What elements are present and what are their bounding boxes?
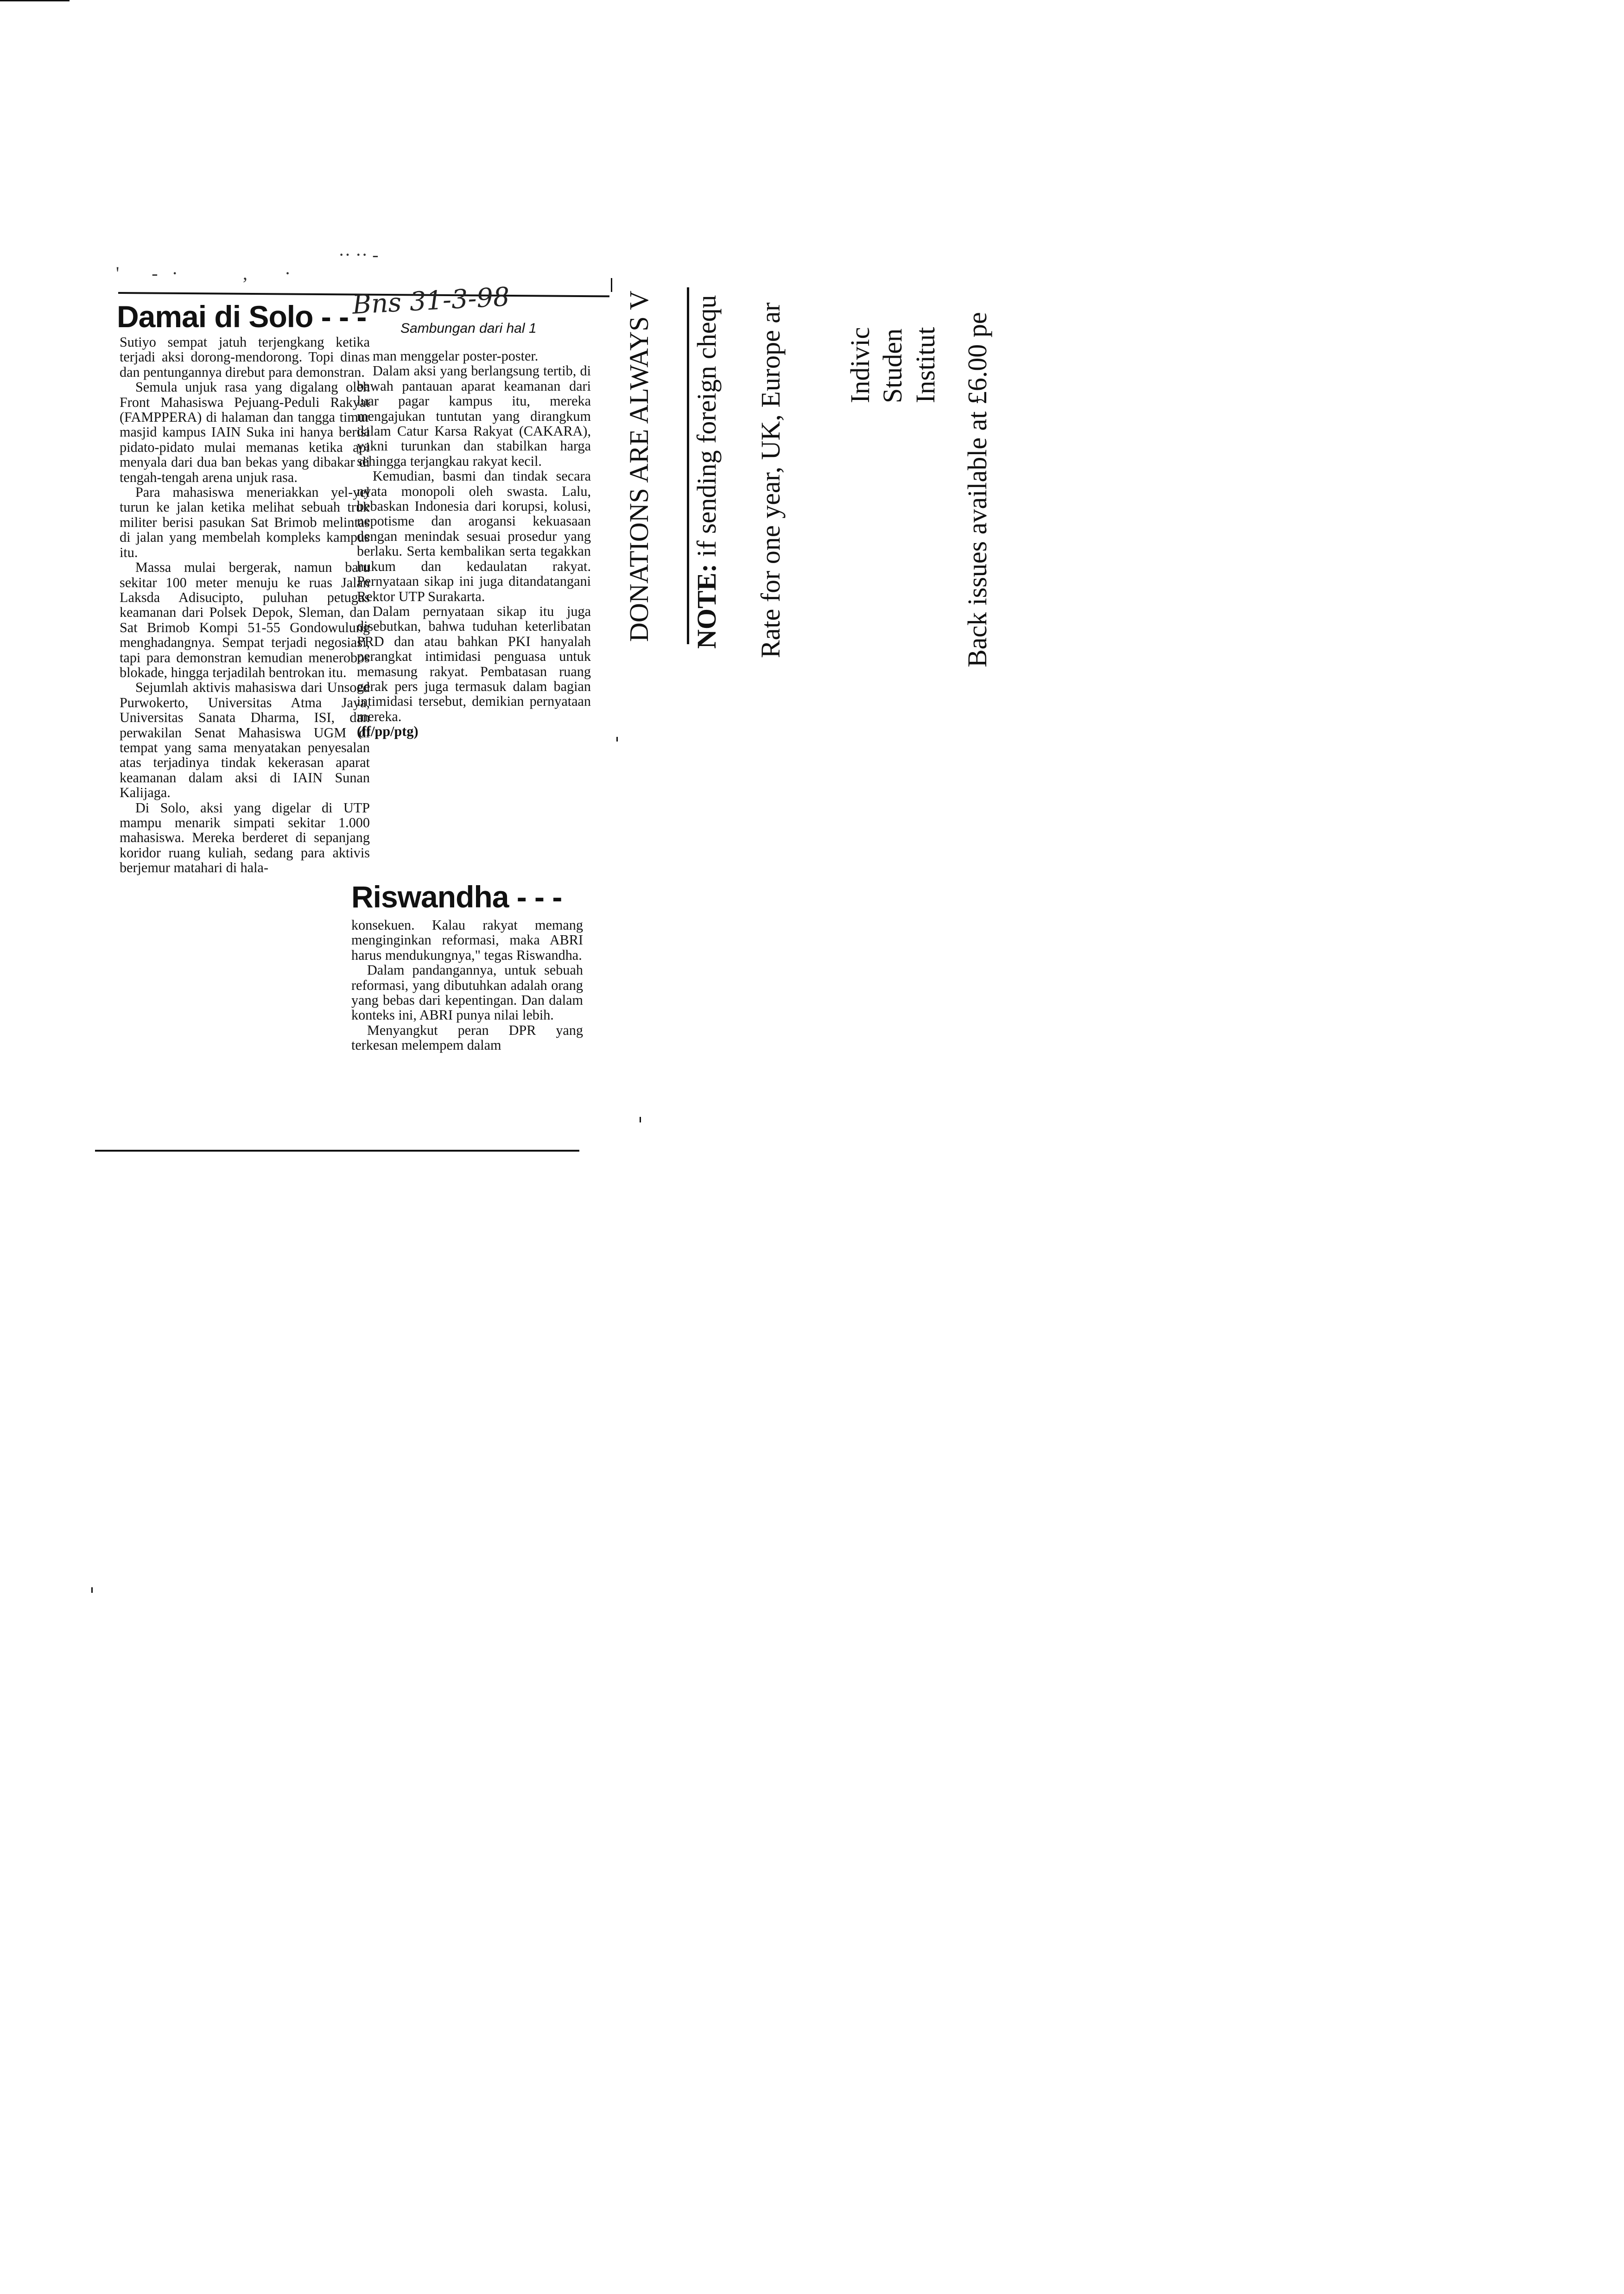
stray-mark	[91, 1587, 93, 1593]
stray-mark	[616, 737, 618, 741]
headline-damai-di-solo: Damai di Solo - - -	[117, 299, 367, 334]
paragraph: Menyangkut peran DPR yang terkesan melempem dalam	[351, 1022, 583, 1053]
paragraph: Dalam pernyataan sikap itu juga disebutkan, bahwa tuduhan keterlibatan PRD dan atau bahkan PKI hanyalah perangkat intimidasi penguasa untuk memasung rakyat. Pembatasan ruang gerak pers juga termasuk dalam bagian intimidasi tersebut, demikian pernyataan mereka.	[357, 603, 591, 724]
byline	[357, 724, 591, 739]
side-text-donations: DONATIONS ARE ALWAYS V	[624, 291, 654, 642]
paragraph: Sutiyo sempat jatuh terjengkang ketika terjadi aksi dorong-mendorong. Topi dinas dan pentungannya direbut para demonstran.	[120, 334, 370, 380]
side-text-rate: Rate for one year, UK, Europe ar	[755, 302, 786, 658]
top-rule-tick	[611, 278, 612, 292]
clipping-bottom-rule	[95, 1150, 579, 1152]
paragraph: Dalam pandangannya, untuk sebuah reformasi, yang dibutuhkan adalah orang yang bebas dari kepentingan. Dan dalam konteks ini, ABRI punya nilai lebih.	[351, 962, 583, 1023]
headline-riswandha: Riswandha - - -	[351, 880, 562, 914]
paragraph: Dalam aksi yang berlangsung tertib, di bawah pantauan aparat keamanan dari luar pagar kampus itu, mereka mengajukan tuntutan yang dirangkum dalam Catur Karsa Rakyat (CAKARA), yakni turunkan dan stabilkan harga sehingga terjangkau rakyat kecil.	[357, 363, 591, 469]
paragraph: Sejumlah aktivis mahasiswa dari Unsoed Purwokerto, Universitas Atma Jaya, Universitas Sanata Dharma, ISI, dan perwakilan Senat Mahasiswa UGM di tempat yang sama menyatakan penyesalan atas terjadinya tindak kekerasan aparat keamanan dalam aksi di IAIN Sunan Kalijaga.	[120, 679, 370, 801]
side-text-student: Studen	[877, 328, 907, 403]
side-text-back-issues: Back issues available at £6.00 pe	[962, 312, 992, 667]
corner-scan-mark	[0, 0, 70, 1]
paragraph: Kemudian, basmi dan tindak secara nyata monopoli oleh swasta. Lalu, bebaskan Indonesia dari korupsi, kolusi, nepotisme dan arogansi kekuasaan dengan menindak sesuai prosedur yang berlaku. Serta kembalikan serta tegakkan hukum dan kedaulatan rakyat. Pernyataan sikap ini juga ditandatangani Rektor UTP Surakarta.	[357, 468, 591, 604]
paragraph: Para mahasiswa meneriakkan yel-yel turun ke jalan ketika melihat sebuah truk militer berisi pasukan Sat Brimob melintas di jalan yang membelah kompleks kampus itu.	[120, 484, 370, 560]
paragraph: konsekuen. Kalau rakyat memang menginginkan reformasi, maka ABRI harus mendukungnya," tegas Riswandha.	[351, 917, 583, 963]
side-text-individual: Indivic	[845, 327, 875, 403]
side-text-institution: Institut	[910, 327, 940, 403]
byline-code: (ff/pp/ptg)	[357, 723, 419, 740]
side-text-note	[693, 295, 720, 649]
handwritten-date: Bns 31-3-98	[351, 282, 511, 320]
paragraph: Massa mulai bergerak, namun baru sekitar 100 meter menuju ke ruas Jalan Laksda Adisucipto, puluhan petugas keamanan dari Polsek Depok, Sleman, dan Sat Brimob Kompi 51-55 Gondowulung menghadangnya. Sempat terjadi negosiasi, tapi para demonstran kemudian menerobos blokade, hingga terjadilah bentrokan itu.	[120, 559, 370, 680]
paragraph: Di Solo, aksi yang digelar di UTP mampu menarik simpati sekitar 1.000 mahasiswa. Mereka berderet di sepanjang koridor ruang kuliah, sedang para aktivis berjemur matahari di hala-	[120, 799, 370, 876]
article-column-1	[120, 335, 370, 875]
top-dots: ·· ·· -	[338, 244, 379, 265]
paragraph: man menggelar poster-poster.	[373, 348, 539, 364]
note-label: NOTE:	[691, 564, 722, 649]
stray-mark	[640, 1117, 641, 1122]
row-dots: ' - · , ·	[116, 263, 291, 284]
continued-from-note: Sambungan dari hal 1	[400, 321, 537, 336]
paragraph: Semula unjuk rasa yang digalang oleh Front Mahasiswa Pejuang-Peduli Rakyat (FAMPPERA) di halaman dan tangga timur masjid kampus IAIN Suka ini hanya berisi pidato-pidato mulai memanas ketika api menyala dari dua ban bekas yang dibakar di tengah-tengah arena unjuk rasa.	[120, 379, 370, 485]
side-vertical-rule	[687, 287, 689, 644]
article-column-2-continued	[351, 918, 583, 1053]
article-column-2	[357, 349, 591, 739]
note-text: if sending foreign chequ	[691, 295, 722, 564]
